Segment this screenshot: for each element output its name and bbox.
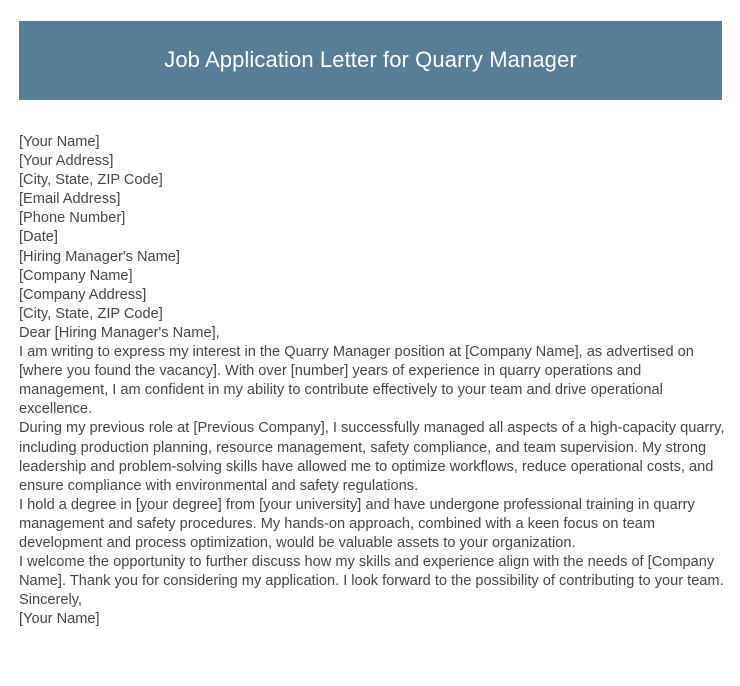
recipient-company-line: [Company Name] [19,267,133,284]
sender-city-state-zip-line: [City, State, ZIP Code] [19,172,163,189]
document-header-banner [19,21,722,100]
page-title: Job Application Letter for Quarry Manager [164,47,577,73]
closing-salutation: Sincerely, [19,592,82,609]
date-line: [Date] [19,229,58,246]
recipient-city-state-zip-line: [City, State, ZIP Code] [19,305,163,322]
signature-name: [Your Name] [19,611,100,628]
sender-address-line: [Your Address] [19,153,114,170]
paragraph-education: I hold a degree in [your degree] from [your university] and have undergone professional training in quarry management and safety procedures. My hands-on approach, combined with a keen focus on team development and process optimization, would be valuable assets to your organization. [19,496,699,551]
sender-address-block [19,133,725,248]
paragraph-closing-request: I welcome the opportunity to further discuss how my skills and experience align with the needs of [Company Name]. Thank you for considering my application. I look forward to the possibility of contributing to your team. [19,554,724,590]
paragraph-introduction: I am writing to express my interest in the Quarry Manager position at [Company Name], as advertised on [where you found the vacancy]. With over [number] years of experience in quarry operations and management, I am confident in my ability to contribute effectively to your team and drive operational excellence. [19,344,698,418]
salutation: Dear [Hiring Manager's Name], [19,324,220,341]
recipient-address-line: [Company Address] [19,286,147,303]
sender-email-line: [Email Address] [19,191,121,208]
sender-phone-line: [Phone Number] [19,210,126,227]
letter-body [19,133,729,629]
sender-name-line: [Your Name] [19,134,100,150]
recipient-address-block [19,248,725,324]
recipient-name-line: [Hiring Manager's Name] [19,248,180,265]
paragraph-experience: During my previous role at [Previous Company], I successfully managed all aspects of a high-capacity quarry, including production planning, resource management, safety compliance, and team supervision. My strong leadership and problem-solving skills have allowed me to optimize workflows, reduce operational costs, and ensure compliance with environmental and safety regulations. [19,420,729,494]
